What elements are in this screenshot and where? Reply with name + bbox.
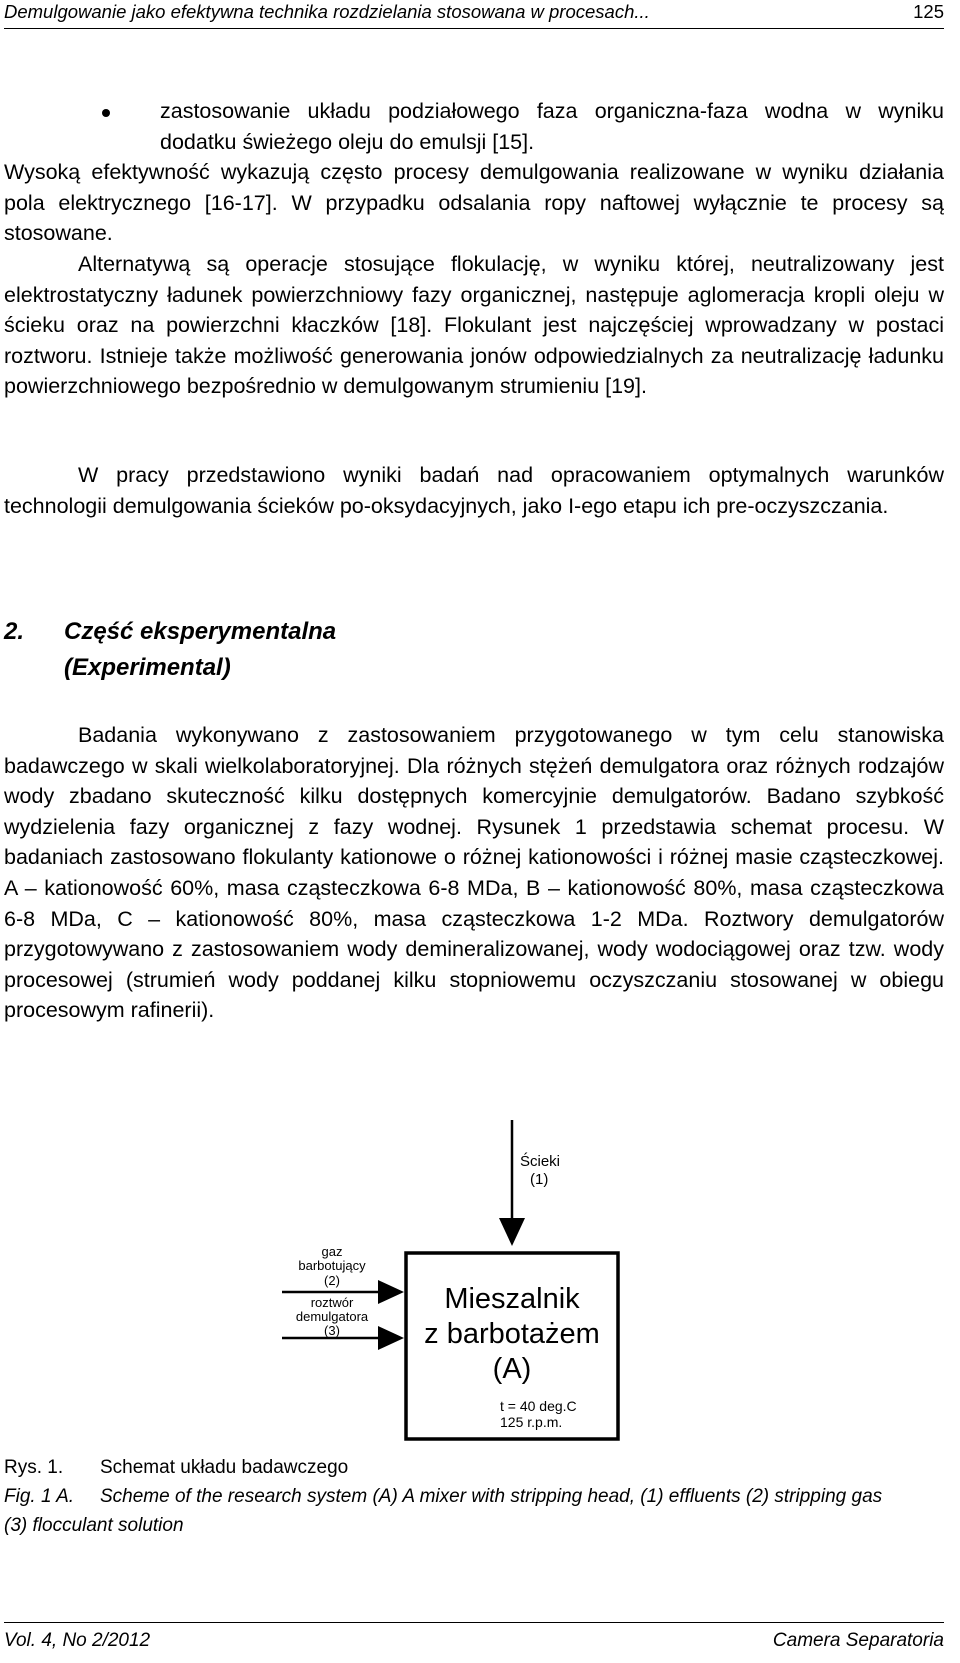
section-title-en: (Experimental) [64, 654, 231, 681]
figure-caption-pl [4, 1453, 904, 1482]
inlet-arrowhead [499, 1218, 525, 1246]
mixer-title-line1: Mieszalnik [444, 1283, 580, 1315]
process-diagram [0, 1118, 960, 1458]
paragraph-2: Alternatywą są operacje stosujące flokulację, w wyniku której, neutralizowany jest elektrostatyczny ładunek powierzchniowy fazy organicznej, następuje aglomeracja kropli oleju w ścieku oraz na powierzchni kłaczków [18]. Flokulant jest najczęściej wprowadzany w postaci roztworu. Istnieje także możliwość generowania jonów odpowiedzialnych za neutralizację ładunku powierzchniowego bezpośrednio w demulgowanym strumieniu [19]. [4, 252, 944, 399]
mixer-title-line3: (A) [492, 1353, 532, 1385]
mixer-title-line2: z barbotażem [424, 1318, 600, 1350]
footer-divider [4, 1622, 944, 1623]
running-header [4, 0, 944, 26]
footer-volume: Vol. 4, No 2/2012 [4, 1630, 151, 1651]
figure-caption-en [4, 1482, 904, 1540]
running-footer [4, 1628, 944, 1658]
caption-en-label: Fig. 1 A. [4, 1486, 75, 1507]
inlet-label: Ścieki [520, 1153, 561, 1170]
paragraph-1: Wysoką efektywność wykazują często procesy demulgowania realizowane w wyniku działania pola elektrycznego [16-17]. W przypadku odsalania ropy naftowej wyłącznie te procesy są stosowane. [4, 160, 944, 246]
bullet-icon [102, 109, 110, 117]
caption-pl-label: Rys. 1. [4, 1457, 64, 1478]
gas-number: (2) [324, 1273, 340, 1288]
process-scheme-figure [0, 1118, 960, 1458]
mixer-speed: 125 r.p.m. [500, 1414, 563, 1430]
bullet-text: zastosowanie układu podziałowego faza organiczna-faza wodna w wyniku dodatku świeżego oleju do emulsji [15]. [160, 99, 944, 154]
gas-label-line2: barbotujący [298, 1258, 366, 1273]
page-number: 125 [913, 1, 944, 22]
gas-label-line1: gaz [321, 1244, 343, 1259]
solution-arrowhead [378, 1326, 404, 1350]
paragraph-3: W pracy przedstawiono wyniki badań nad opracowaniem optymalnych warunków technologii demulgowania ścieków po-oksydacyjnych, jako I-ego etapu ich pre-oczyszczania. [4, 463, 944, 518]
solution-label-line1: roztwór [310, 1295, 354, 1310]
section-title-pl: Część eksperymentalna [64, 618, 337, 645]
header-divider [4, 28, 944, 29]
caption-en-text: Scheme of the research system (A) A mixer with stripping head, (1) effluents (2) stripping gas (3) flocculant solution [4, 1486, 883, 1536]
paragraph-4: Badania wykonywano z zastosowaniem przygotowanego w tym celu stanowiska badawczego w skali wielkolaboratoryjnej. Dla różnych stężeń demulgatora oraz różnych rodzajów wody zbadano skuteczność kilku dostępnych komercyjnie demulgatorów. Badano szybkość wydzielenia fazy organicznej z fazy wodnej. Rysunek 1 przedstawia schemat procesu. W badaniach zastosowano flokulanty kationowe o różnej kationowości i różnej masie cząsteczkowej. A – kationowość 60%, masa cząsteczkowa 6-8 MDa, B – kationowość 80%, masa cząsteczkowa 6-8 MDa, C – kationowość 80%, masa cząsteczkowa 1-2 MDa. Roztwory demulgatorów przygotowywano z zastosowaniem wody demineralizowanej, wody wodociągowej oraz tzw. wody procesowej (strumień wody poddanej kilku stopniowemu oczyszczaniu stosowanej w obiegu procesowym rafinerii). [4, 723, 944, 1023]
section-number: 2. [4, 618, 25, 645]
running-title: Demulgowanie jako efektywna technika rozdzielania stosowana w procesach... [4, 1, 650, 22]
bullet-list-item [108, 96, 944, 157]
inlet-number: (1) [530, 1171, 549, 1188]
footer-journal: Camera Separatoria [772, 1630, 944, 1651]
gas-arrowhead [378, 1280, 404, 1304]
caption-pl-text: Schemat układu badawczego [100, 1457, 349, 1478]
solution-number: (3) [324, 1323, 340, 1338]
mixer-temperature: t = 40 deg.C [500, 1398, 577, 1414]
solution-label-line2: demulgatora [295, 1309, 369, 1324]
